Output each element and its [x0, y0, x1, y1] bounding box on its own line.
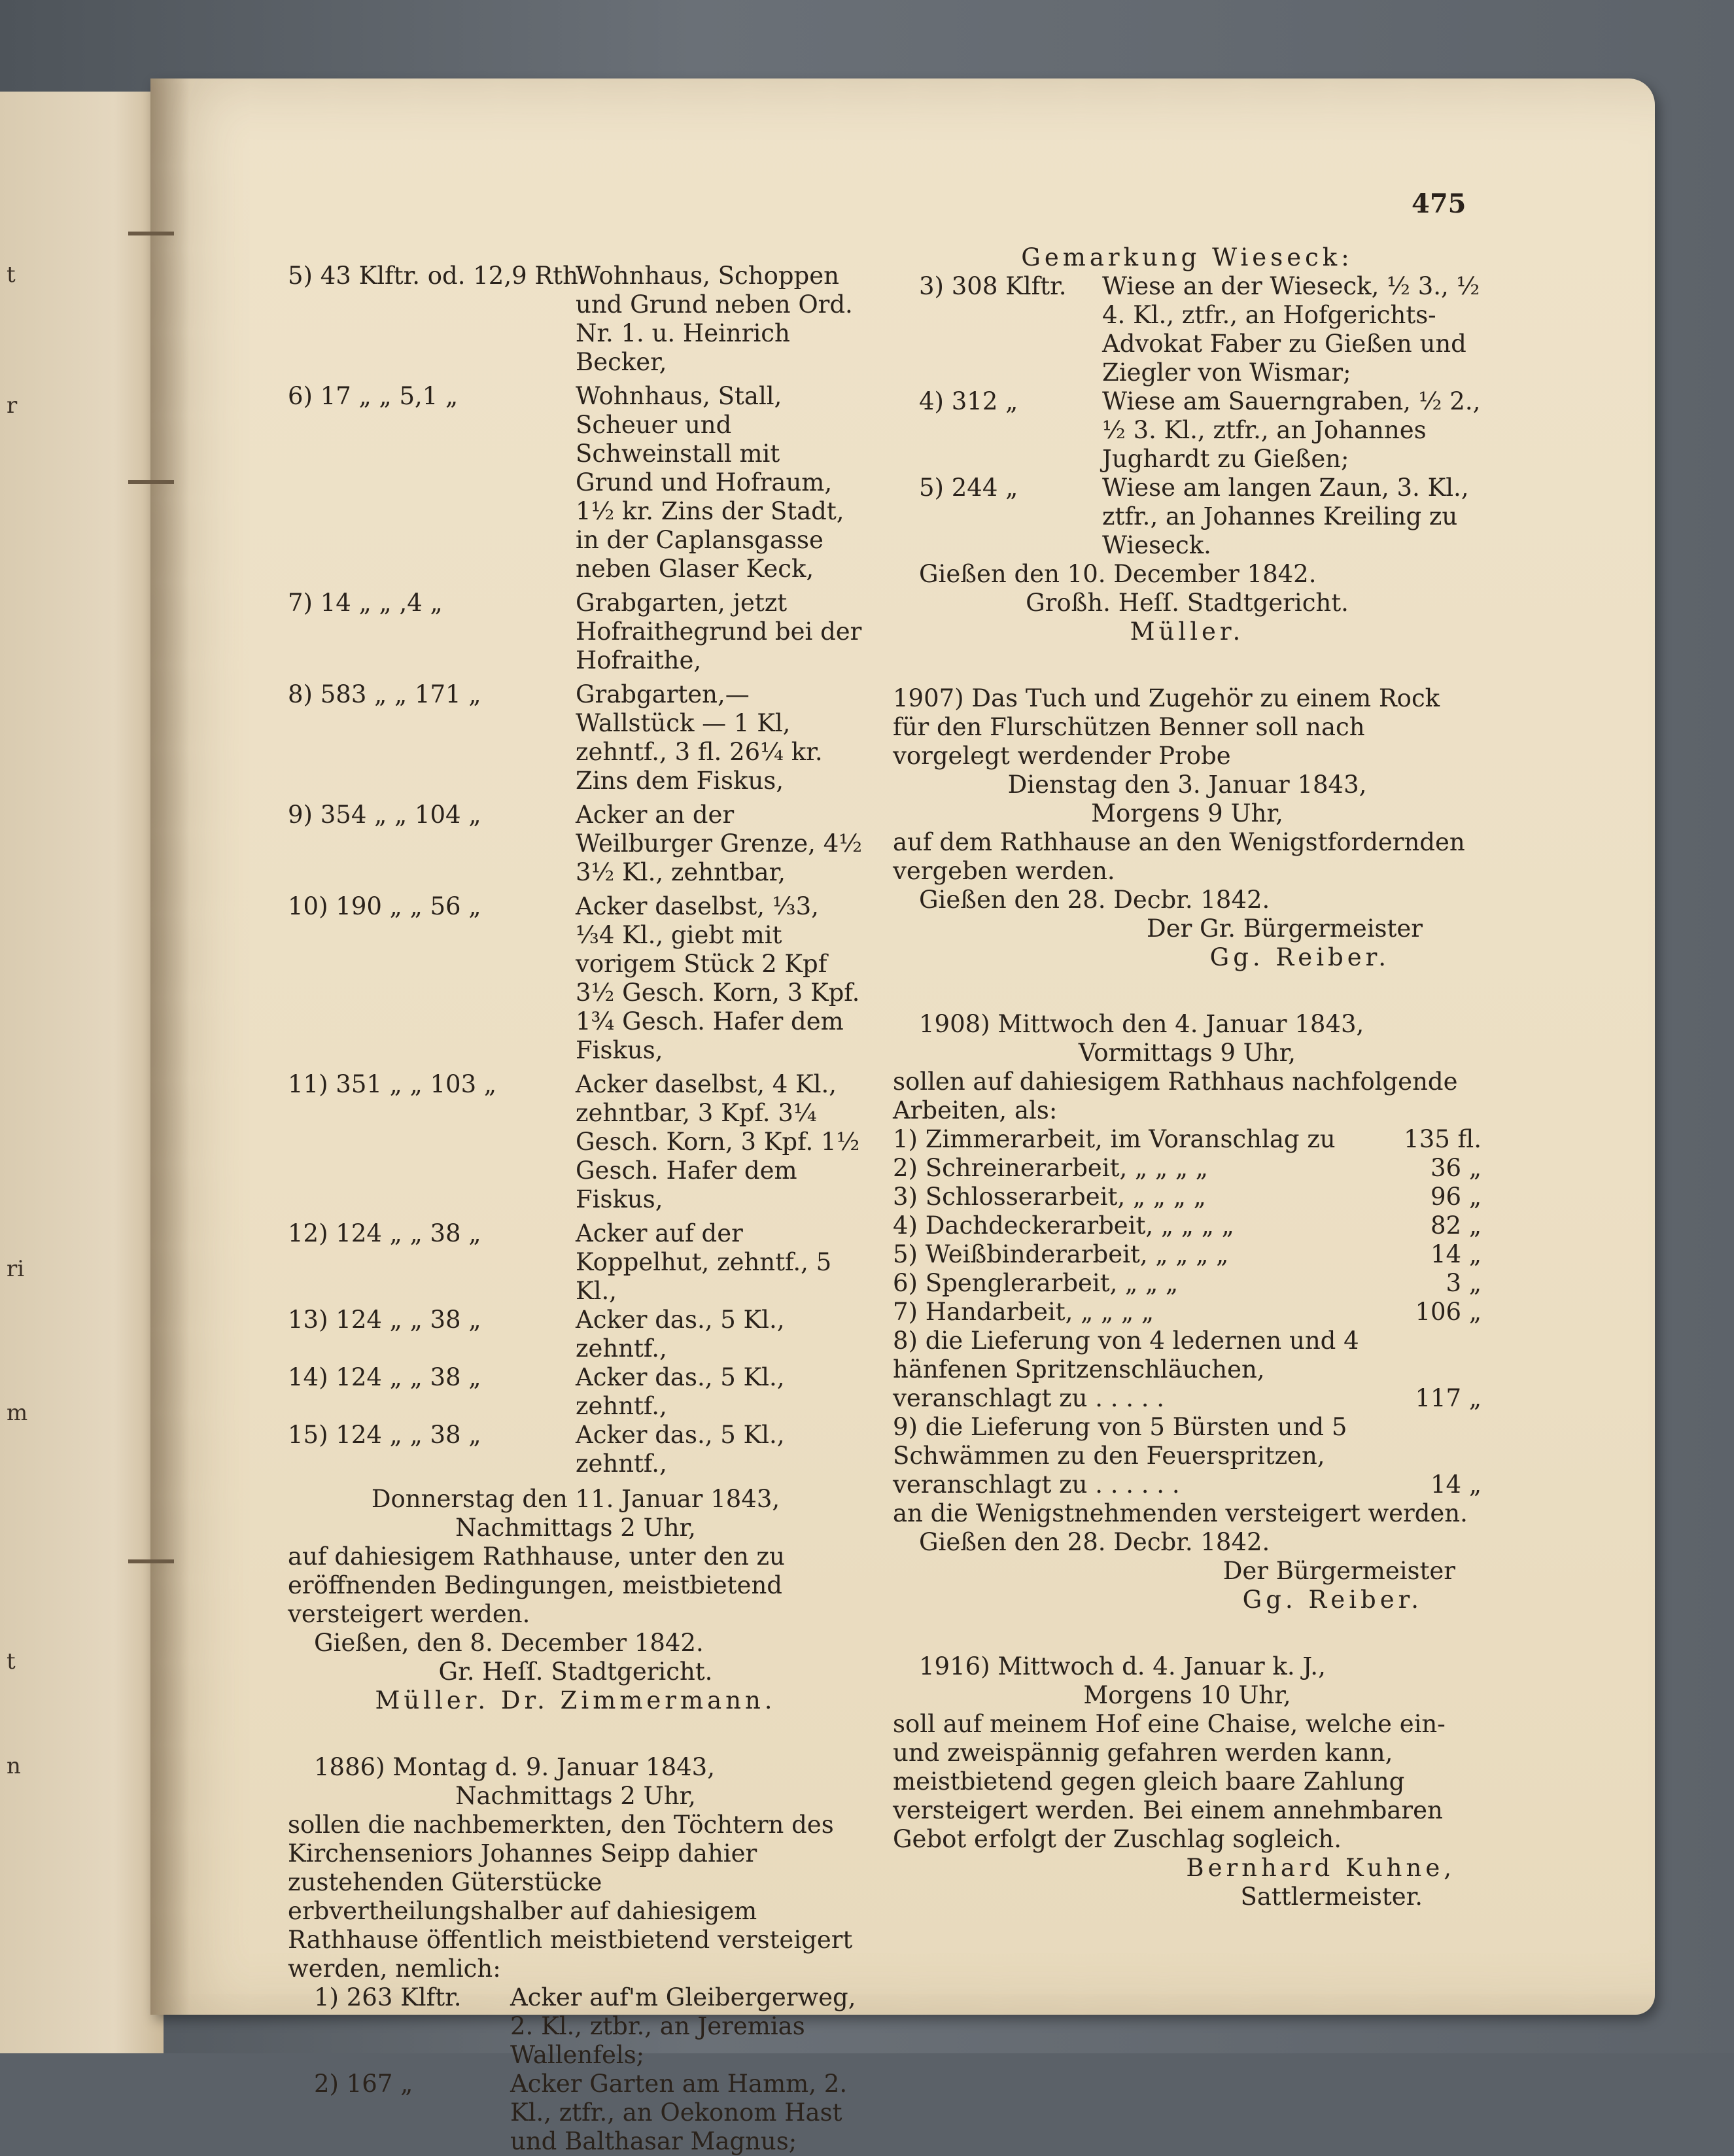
auction-time: Vormittags 9 Uhr,: [1078, 1039, 1296, 1067]
margin-letter: n: [7, 1753, 21, 1779]
lot-meta: 4) 312 „: [919, 387, 1018, 415]
issuing-authority: Gr. Heſſ. Stadtgericht.: [438, 1658, 713, 1686]
lot-description: Acker auf der Koppelhut, zehntf., 5 Kl.,: [576, 1219, 832, 1305]
margin-letter: ri: [7, 1256, 25, 1282]
work-item-amount: 3 „: [1446, 1269, 1482, 1297]
lot-description: Wiese am langen Zaun, 3. Kl., ztfr., an Johannes Kreiling zu Wieseck.: [1102, 474, 1469, 559]
section-heading: Gemarkung Wieseck:: [1021, 243, 1353, 271]
work-item-amount: 36 „: [1430, 1154, 1482, 1182]
lot-description: Grabgarten, jetzt Hofraithegrund bei der Hofraithe,: [576, 589, 862, 674]
work-item: [893, 1298, 1482, 1327]
lot-description: Acker an der Weilburger Grenze, 4½ 3½ Kl., zehntbar,: [576, 801, 863, 886]
signatory: Müller.: [1130, 617, 1245, 646]
lot-entry: [288, 892, 863, 1065]
lot-entry: [288, 1306, 863, 1363]
spacer: [288, 1715, 863, 1753]
lot-meta: 10) 190 „ „ 56 „: [288, 892, 481, 920]
lot-entry: [288, 680, 863, 795]
lot-meta: 9) 354 „ „ 104 „: [288, 801, 481, 829]
lot-entry: [288, 2070, 863, 2156]
signatory: Gg. Reiber.: [1242, 1586, 1423, 1614]
work-item-label: 9) die Lieferung von 5 Bürsten und 5 Schwämmen zu den Feuerspritzen, veranschlagt zu . . . . . .: [893, 1413, 1347, 1499]
notice-heading: 1916) Mittwoch d. 4. Januar k. J.,: [919, 1652, 1326, 1680]
lot-description: Acker das., 5 Kl., zehntf.,: [576, 1421, 785, 1478]
lot-meta: 5) 43 Klftr. od. 12,9 Rth.: [288, 262, 586, 290]
auction-time: Morgens 10 Uhr,: [1083, 1681, 1291, 1709]
work-item-amount: 117 „: [1415, 1384, 1482, 1412]
notice-text: sollen die nachbemerkten, den Töchtern des Kirchenseniors Johannes Seipp dahier zustehenden Güterstücke erbvertheilungshalber auf dahiesigem Rathhause öffentlich meistbietend versteigert werden, nemlich:: [288, 1811, 853, 1983]
lot-entry: [288, 382, 863, 583]
place-date: Gießen den 10. December 1842.: [919, 560, 1317, 588]
work-item-amount: 96 „: [1430, 1183, 1482, 1211]
notice-text: auf dahiesigem Rathhause, unter den zu eröffnenden Bedingungen, meistbietend versteigert werden.: [288, 1542, 785, 1628]
lot-description: Acker Garten am Hamm, 2. Kl., ztfr., an Oekonom Hast und Balthasar Magnus;: [510, 2070, 848, 2155]
binding-staple: [128, 480, 174, 484]
lot-description: Wohnhaus, Schoppen und Grund neben Ord. Nr. 1. u. Heinrich Becker,: [576, 262, 853, 376]
notice-heading: 1908) Mittwoch den 4. Januar 1843,: [919, 1010, 1364, 1038]
work-item-label: 7) Handarbeit, „ „ „ „: [893, 1298, 1154, 1326]
place-date: Gießen den 28. Decbr. 1842.: [919, 1528, 1270, 1556]
lot-meta: 12) 124 „ „ 38 „: [288, 1219, 481, 1247]
lot-entry: [288, 1070, 863, 1214]
notice-text: auf dem Rathhause an den Wenigstfordernden vergeben werden.: [893, 828, 1465, 885]
spacer: [893, 1614, 1482, 1652]
signatory-title: Sattlermeister.: [1240, 1883, 1423, 1911]
signatory: Gg. Reiber.: [1209, 943, 1390, 971]
auction-date: Donnerstag den 11. Januar 1843,: [371, 1485, 780, 1513]
work-item-amount: 106 „: [1415, 1298, 1482, 1326]
margin-letter: m: [7, 1400, 28, 1426]
notice-text: an die Wenigstnehmenden versteigert werden.: [893, 1499, 1468, 1527]
lot-meta: 13) 124 „ „ 38 „: [288, 1306, 481, 1334]
lot-entry: [288, 801, 863, 887]
work-item-amount: 14 „: [1430, 1240, 1482, 1268]
issuing-authority: Großh. Heſſ. Stadtgericht.: [1026, 589, 1349, 617]
lot-description: Acker das., 5 Kl., zehntf.,: [576, 1363, 785, 1420]
lot-entry: [893, 474, 1482, 560]
work-item: [893, 1183, 1482, 1211]
lot-meta: 3) 308 Klftr.: [919, 272, 1067, 300]
facing-page-edge: [0, 92, 164, 2053]
work-item: [893, 1327, 1482, 1413]
lot-description: Wohnhaus, Stall, Scheuer und Schweinstall mit Grund und Hofraum, 1½ kr. Zins der Stadt, in der Caplansgasse neben Glaser Keck,: [576, 382, 844, 583]
work-item-label: 2) Schreinerarbeit, „ „ „ „: [893, 1154, 1208, 1182]
work-item-amount: 82 „: [1430, 1211, 1482, 1240]
auction-date: Dienstag den 3. Januar 1843,: [1007, 771, 1367, 799]
notice-text: sollen auf dahiesigem Rathhaus nachfolgende Arbeiten, als:: [893, 1068, 1458, 1124]
lot-description: Acker daselbst, ⅓3, ⅓4 Kl., giebt mit vorigem Stück 2 Kpf 3½ Gesch. Korn, 3 Kpf. 1¾ Gesch. Hafer dem Fiskus,: [576, 892, 860, 1064]
notice-text: soll auf meinem Hof eine Chaise, welche ein- und zweispännig gefahren werden kann, meistbietend gegen gleich baare Zahlung versteigert werden. Bei einem annehmbaren Gebot erfolgt der Zuschlag sogleich.: [893, 1710, 1446, 1853]
auction-time: Nachmittags 2 Uhr,: [455, 1782, 696, 1810]
lot-meta: 5) 244 „: [919, 474, 1018, 502]
page-number: 475: [1412, 188, 1466, 219]
work-item-label: 5) Weißbinderarbeit, „ „ „ „: [893, 1240, 1229, 1268]
issuing-office: Der Bürgermeister: [1222, 1557, 1455, 1585]
lot-meta: 15) 124 „ „ 38 „: [288, 1421, 481, 1449]
work-item-amount: 14 „: [1430, 1470, 1482, 1499]
work-item: [893, 1240, 1482, 1269]
work-item: [893, 1269, 1482, 1298]
right-column: [893, 243, 1482, 1911]
spacer: [893, 646, 1482, 684]
auction-time: Nachmittags 2 Uhr,: [455, 1514, 696, 1542]
work-item-label: 1) Zimmerarbeit, im Voranschlag zu: [893, 1125, 1336, 1153]
notice-text: 1907) Das Tuch und Zugehör zu einem Rock für den Flurschützen Benner soll nach vorgelegt werdender Probe: [893, 684, 1440, 770]
lot-entry: [288, 1983, 863, 2070]
lot-meta: 7) 14 „ „ ,4 „: [288, 589, 443, 617]
place-date: Gießen den 28. Decbr. 1842.: [919, 886, 1270, 914]
margin-letter: r: [7, 392, 18, 419]
work-item: [893, 1154, 1482, 1183]
lot-description: Acker auf'm Gleibergerweg, 2. Kl., ztbr., an Jeremias Wallenfels;: [510, 1983, 856, 2069]
lot-entry: [288, 1219, 863, 1306]
signatory: Bernhard Kuhne,: [1186, 1854, 1455, 1882]
lot-meta: 8) 583 „ „ 171 „: [288, 680, 481, 708]
signatories: Müller. Dr. Zimmermann.: [375, 1686, 776, 1714]
lot-entry: [893, 272, 1482, 387]
work-item-amount: 135 fl.: [1404, 1125, 1482, 1153]
lot-description: Acker daselbst, 4 Kl., zehntbar, 3 Kpf. 3¼ Gesch. Korn, 3 Kpf. 1½ Gesch. Hafer dem Fiskus,: [576, 1070, 860, 1213]
lot-meta: 1) 263 Klftr.: [314, 1983, 462, 2011]
lot-entry: [893, 387, 1482, 474]
issuing-office: Der Gr. Bürgermeister: [1147, 914, 1423, 943]
lot-entry: [288, 1421, 863, 1478]
work-item-label: 8) die Lieferung von 4 ledernen und 4 hänfenen Spritzenschläuchen, veranschlagt zu . . . . .: [893, 1327, 1359, 1412]
work-item: [893, 1125, 1482, 1154]
page-gutter-shadow: [150, 78, 190, 2015]
lot-entry: [288, 262, 863, 377]
margin-letter: t: [7, 1648, 16, 1675]
lot-entry: [288, 1363, 863, 1421]
left-column: [288, 262, 863, 2156]
lot-description: Wiese an der Wieseck, ½ 3., ½ 4. Kl., ztfr., an Hofgerichts-Advokat Faber zu Gießen und Ziegler von Wismar;: [1102, 272, 1480, 387]
lot-entry: [288, 589, 863, 675]
notice-heading: 1886) Montag d. 9. Januar 1843,: [314, 1753, 715, 1781]
binding-staple: [128, 1559, 174, 1563]
spacer: [893, 972, 1482, 1010]
auction-time: Morgens 9 Uhr,: [1091, 799, 1283, 827]
binding-staple: [128, 232, 174, 235]
work-item: [893, 1211, 1482, 1240]
lot-description: Acker das., 5 Kl., zehntf.,: [576, 1306, 785, 1363]
work-item-label: 3) Schlosserarbeit, „ „ „ „: [893, 1183, 1206, 1211]
margin-letter: t: [7, 262, 16, 288]
lot-description: Wiese am Sauerngraben, ½ 2., ½ 3. Kl., ztfr., an Johannes Jughardt zu Gießen;: [1102, 387, 1481, 473]
lot-description: Grabgarten,—Wallstück — 1 Kl, zehntf., 3 fl. 26¼ kr. Zins dem Fiskus,: [576, 680, 823, 795]
lot-meta: 11) 351 „ „ 103 „: [288, 1070, 497, 1098]
work-item-label: 4) Dachdeckerarbeit, „ „ „ „: [893, 1211, 1234, 1240]
work-item: [893, 1413, 1482, 1499]
lot-meta: 14) 124 „ „ 38 „: [288, 1363, 481, 1391]
lot-meta: 6) 17 „ „ 5,1 „: [288, 382, 459, 410]
lot-meta: 2) 167 „: [314, 2070, 413, 2098]
place-date: Gießen, den 8. December 1842.: [314, 1629, 704, 1657]
work-item-label: 6) Spenglerarbeit, „ „ „: [893, 1269, 1179, 1297]
